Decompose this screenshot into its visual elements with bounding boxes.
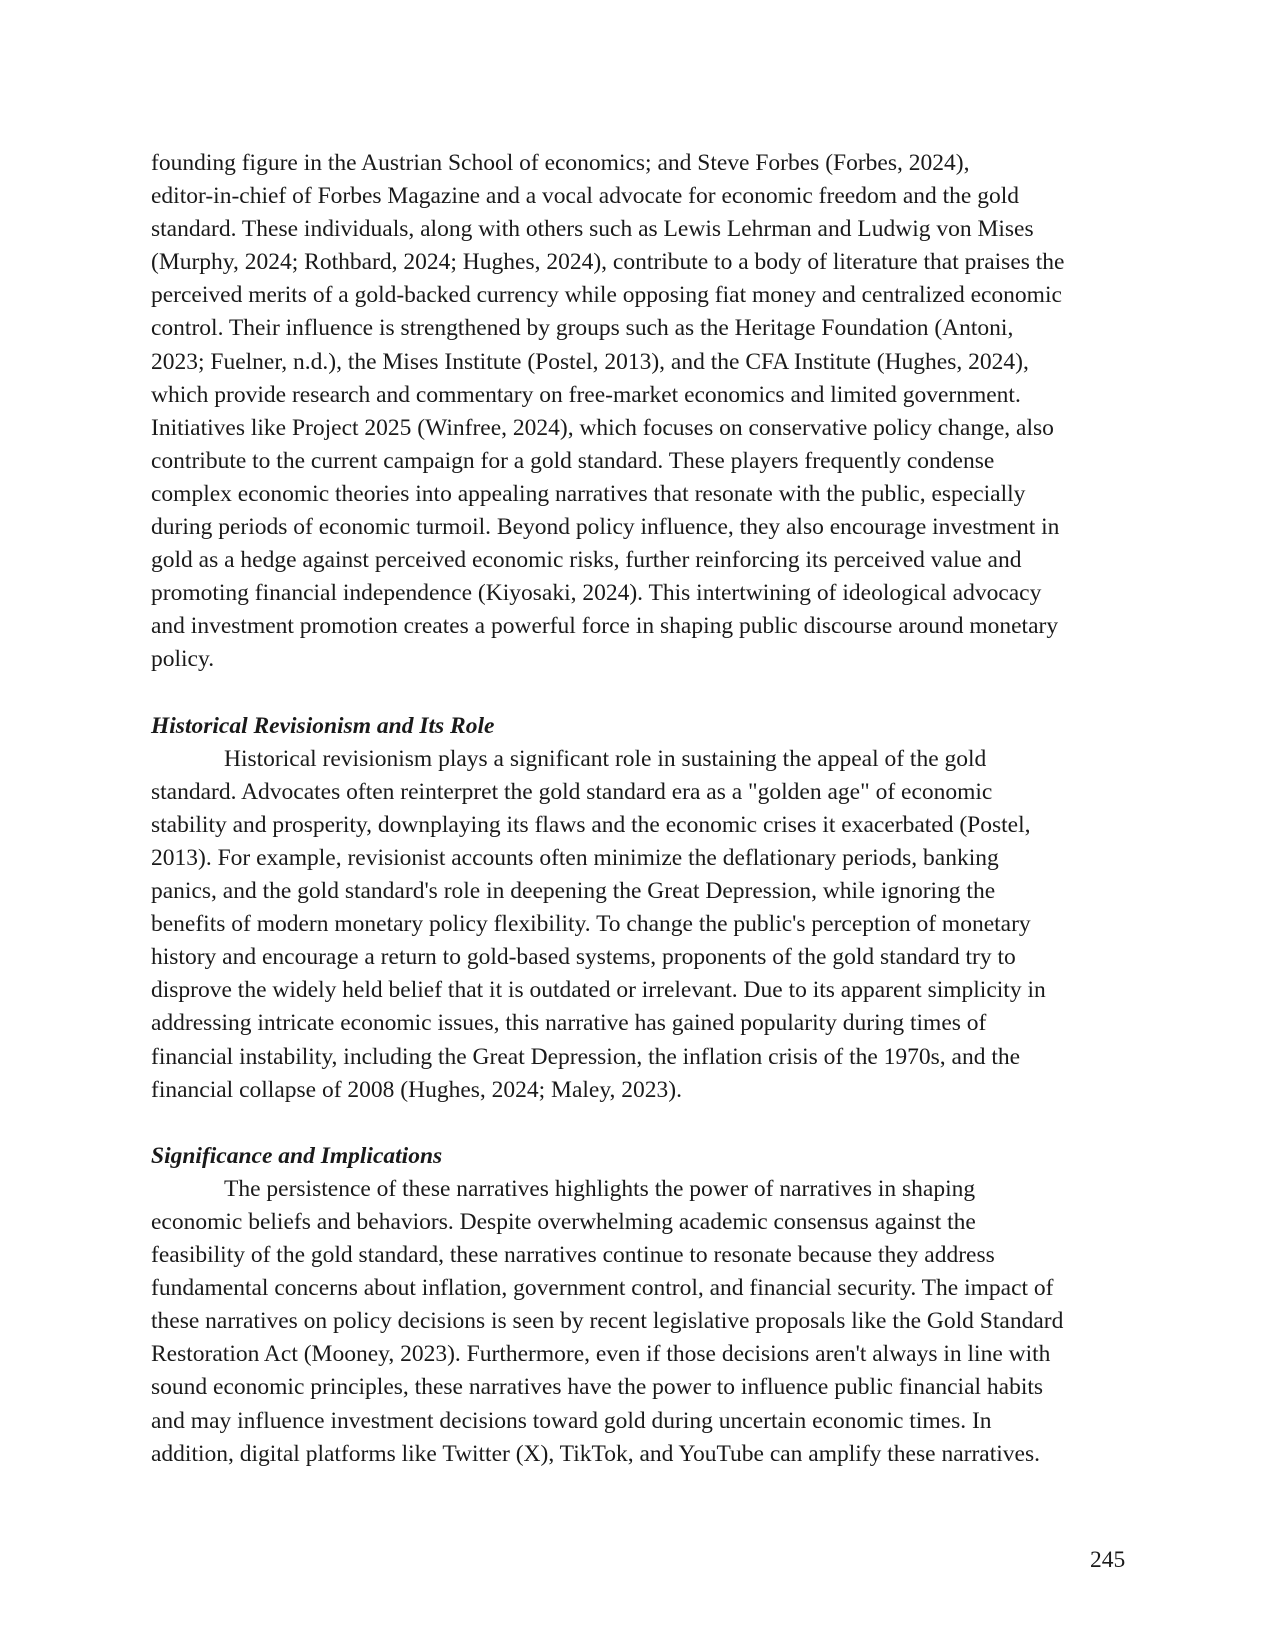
text-line: perceived merits of a gold-backed currency while opposing fiat money and centralized economic bbox=[151, 282, 1062, 309]
text-line: and may influence investment decisions toward gold during uncertain economic times. In bbox=[151, 1407, 992, 1434]
text-line: which provide research and commentary on free-market economics and limited government. bbox=[151, 381, 1021, 408]
text-line: addressing intricate economic issues, this narrative has gained popularity during times of bbox=[151, 1010, 987, 1037]
text-line: contribute to the current campaign for a gold standard. These players frequently condense bbox=[151, 447, 995, 474]
text-line: Restoration Act (Mooney, 2023). Furthermore, even if those decisions aren't always in line with bbox=[151, 1341, 1051, 1368]
text-line: promoting financial independence (Kiyosaki, 2024). This intertwining of ideological advocacy bbox=[151, 580, 1042, 607]
text-line: standard. Advocates often reinterpret the gold standard era as a "golden age" of economic bbox=[151, 778, 993, 805]
text-line: (Murphy, 2024; Rothbard, 2024; Hughes, 2024), contribute to a body of literature that praises the bbox=[151, 249, 1065, 276]
text-line: panics, and the gold standard's role in deepening the Great Depression, while ignoring the bbox=[151, 878, 996, 905]
text-line: Initiatives like Project 2025 (Winfree, 2024), which focuses on conservative policy change, also bbox=[151, 414, 1054, 441]
text-line: economic beliefs and behaviors. Despite overwhelming academic consensus against the bbox=[151, 1209, 976, 1235]
text-line: founding figure in the Austrian School of economics; and Steve Forbes (Forbes, 2024), bbox=[151, 150, 970, 176]
text-line: editor-in-chief of Forbes Magazine and a vocal advocate for economic freedom and the gold bbox=[151, 183, 1020, 210]
text-line: The persistence of these narratives highlights the power of narratives in shaping bbox=[224, 1175, 976, 1202]
text-line: 2023; Fuelner, n.d.), the Mises Institute (Postel, 2013), and the CFA Institute (Hughes, 2024), bbox=[151, 348, 1029, 375]
text-line: and investment promotion creates a powerful force in shaping public discourse around monetary bbox=[151, 613, 1059, 640]
text-line: during periods of economic turmoil. Beyond policy influence, they also encourage investment in bbox=[151, 514, 1060, 541]
text-line: financial collapse of 2008 (Hughes, 2024; Maley, 2023). bbox=[151, 1076, 683, 1103]
text-line: control. Their influence is strengthened by groups such as the Heritage Foundation (Antoni, bbox=[151, 315, 1014, 342]
text-line: these narratives on policy decisions is seen by recent legislative proposals like the Gold Standard bbox=[151, 1308, 1064, 1335]
section-heading: Significance and Implications bbox=[151, 1142, 443, 1169]
text-line: financial instability, including the Great Depression, the inflation crisis of the 1970s, and the bbox=[151, 1043, 1021, 1070]
text-line: fundamental concerns about inflation, government control, and financial security. The impact of bbox=[151, 1275, 1054, 1302]
page-body bbox=[151, 147, 1131, 1471]
section-significance-implications bbox=[151, 1140, 1131, 1471]
text-line: addition, digital platforms like Twitter (X), TikTok, and YouTube can amplify these narratives. bbox=[151, 1440, 1040, 1467]
paragraph-gap bbox=[151, 677, 1131, 710]
text-line: Historical revisionism plays a significant role in sustaining the appeal of the gold bbox=[224, 745, 987, 772]
section-historical-revisionism bbox=[151, 710, 1131, 1107]
text-line: policy. bbox=[151, 646, 215, 673]
text-line: 2013). For example, revisionist accounts often minimize the deflationary periods, banking bbox=[151, 844, 999, 871]
text-line: complex economic theories into appealing narratives that resonate with the public, especially bbox=[151, 480, 1026, 507]
body-paragraph bbox=[151, 147, 1131, 677]
text-line: standard. These individuals, along with others such as Lewis Lehrman and Ludwig von Mises bbox=[151, 216, 1034, 243]
text-line: gold as a hedge against perceived economic risks, further reinforcing its perceived value and bbox=[151, 547, 1022, 574]
text-line: disprove the widely held belief that it is outdated or irrelevant. Due to its apparent simplicity in bbox=[151, 977, 1046, 1004]
text-line: feasibility of the gold standard, these narratives continue to resonate because they address bbox=[151, 1242, 995, 1269]
section-heading: Historical Revisionism and Its Role bbox=[151, 712, 495, 739]
text-line: history and encourage a return to gold-based systems, proponents of the gold standard try to bbox=[151, 944, 1016, 971]
text-line: sound economic principles, these narratives have the power to influence public financial habits bbox=[151, 1374, 1044, 1401]
paragraph-gap bbox=[151, 1107, 1131, 1140]
page-number: 245 bbox=[1090, 1547, 1126, 1573]
text-line: benefits of modern monetary policy flexibility. To change the public's perception of monetary bbox=[151, 911, 1031, 938]
text-line: stability and prosperity, downplaying its flaws and the economic crises it exacerbated (Postel, bbox=[151, 811, 1031, 838]
